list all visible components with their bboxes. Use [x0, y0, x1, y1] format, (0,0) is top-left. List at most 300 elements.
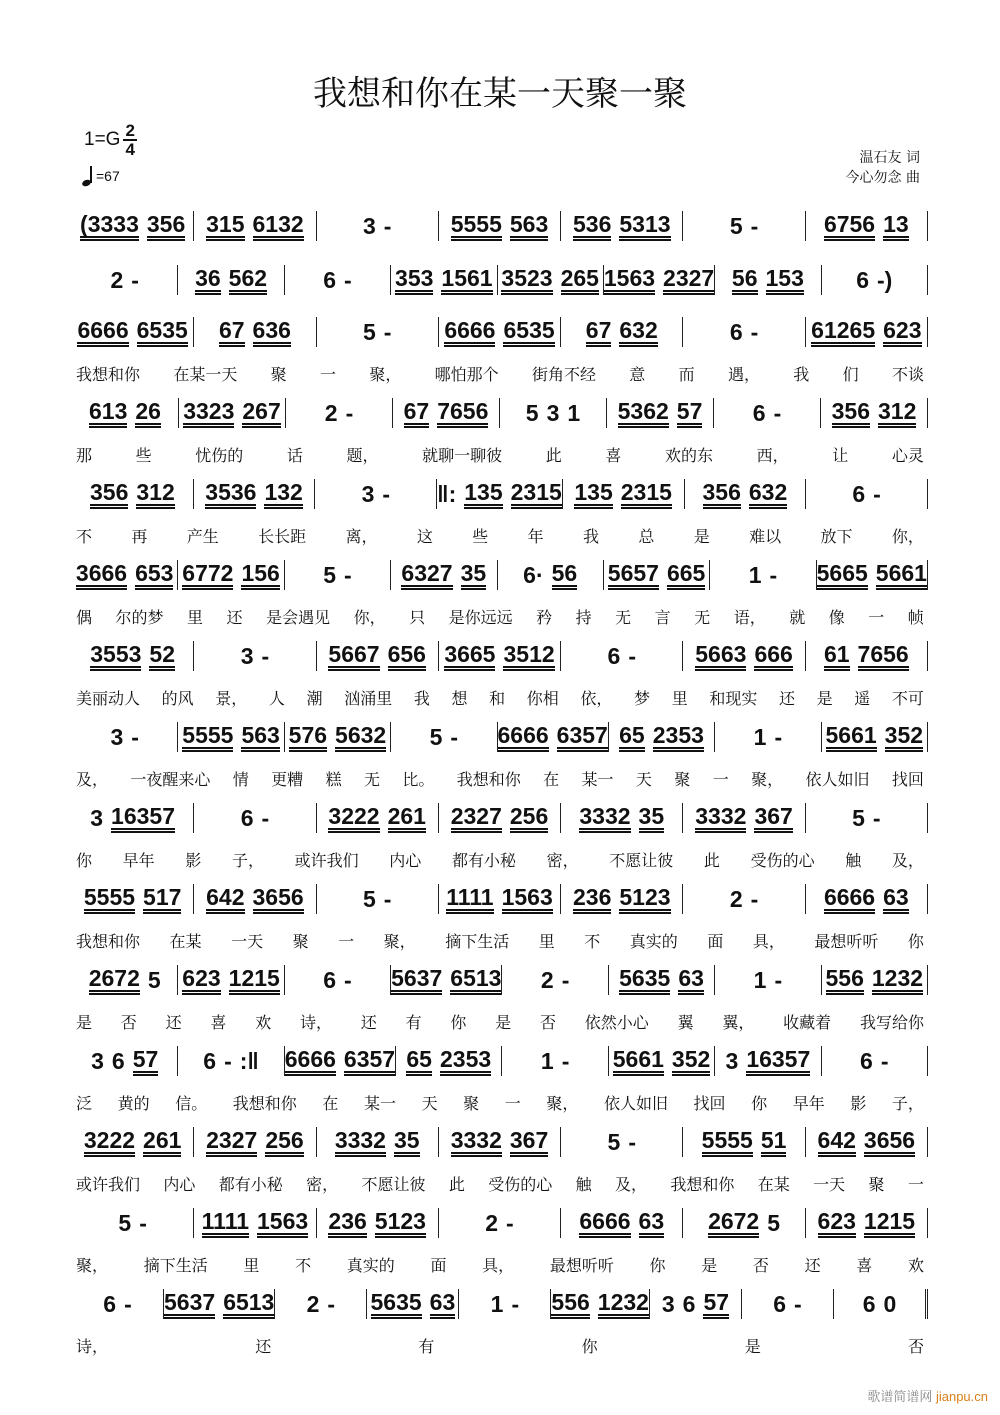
note-group: -): [877, 267, 893, 293]
lyric-syllable: 糕: [325, 770, 342, 789]
note-group: -: [774, 967, 783, 993]
note-group: 135: [464, 480, 502, 509]
lyric-syllable: 影: [850, 1094, 867, 1113]
note-group: 3: [91, 1048, 104, 1074]
measure: [315, 479, 437, 509]
lyric-syllable: 潮: [306, 689, 323, 708]
lyric-syllable: 受伤的心: [488, 1175, 553, 1194]
note-group: 6513: [450, 966, 501, 995]
lyric-syllable: 情: [232, 770, 249, 789]
lyric-syllable: 否: [120, 1013, 137, 1032]
lyric-syllable: 是: [816, 689, 833, 708]
note-group: 2327: [663, 266, 714, 295]
note-group: 563: [510, 212, 548, 241]
measure-row: [72, 960, 928, 1000]
lyrics-line: [72, 362, 928, 382]
note-group: 2315: [511, 480, 562, 509]
measure: [285, 965, 391, 995]
lyric-syllable: 在某一天: [173, 365, 238, 384]
note-group: -: [261, 643, 270, 669]
score-system: [72, 393, 928, 474]
note-group: -: [131, 267, 139, 293]
note-group: -: [383, 213, 392, 239]
note-group: 367: [754, 804, 792, 833]
lyric-syllable: 而: [678, 365, 695, 384]
lyric-syllable: 不: [295, 1256, 312, 1275]
lyrics-line: [72, 1253, 928, 1273]
note-group: 666: [754, 642, 792, 671]
lyric-syllable: 美丽动人: [76, 689, 141, 708]
note-group: 642: [818, 1128, 856, 1157]
score-system: [72, 798, 928, 879]
measure: [275, 1289, 367, 1319]
lyric-syllable: 不愿让彼: [361, 1175, 426, 1194]
note-group: 236: [573, 885, 611, 914]
lyric-syllable: 和现实: [709, 689, 758, 708]
note-group: 3332: [579, 804, 630, 833]
note-group: 36: [195, 266, 221, 295]
lyric-syllable: 一: [338, 932, 355, 951]
note-group: 6535: [503, 318, 554, 347]
note-group: 6772: [182, 561, 233, 590]
note-group: -: [774, 724, 783, 750]
lyric-syllable: 我想和你: [76, 932, 141, 951]
note-group: 312: [136, 480, 174, 509]
key-label: 1=G: [84, 129, 121, 150]
note-group: 7656: [437, 399, 488, 428]
note-group: 57: [703, 1290, 729, 1319]
watermark-url: jianpu.cn: [935, 1389, 988, 1404]
measure: [806, 1127, 928, 1157]
lyric-syllable: 喜: [210, 1013, 227, 1032]
note-group: 1563: [502, 885, 553, 914]
note-group: 6: [860, 1048, 873, 1074]
note-group: 132: [264, 480, 302, 509]
lyric-syllable: 聚，: [76, 1256, 109, 1275]
note-group: -: [750, 319, 759, 345]
measure: [500, 398, 607, 428]
lyric-syllable: 此: [703, 851, 720, 870]
note-group: 6: [240, 805, 254, 831]
lyric-syllable: 比。: [402, 770, 435, 789]
measure: [609, 965, 715, 995]
measure: [609, 722, 715, 752]
note-group: 5632: [335, 723, 386, 752]
note-group: (3333: [80, 212, 139, 241]
note-group: 6·: [523, 562, 544, 588]
measure-row: [72, 555, 928, 595]
measure: [683, 884, 805, 914]
lyric-syllable: 像: [828, 608, 845, 627]
note-group: 65: [619, 723, 645, 752]
lyric-syllable: 还: [226, 608, 243, 627]
measure: [439, 803, 561, 833]
note-group: 35: [461, 561, 487, 590]
lyric-syllable: 你: [450, 1013, 467, 1032]
measure: [285, 560, 391, 590]
lyric-syllable: 矜: [536, 608, 553, 627]
note-group: -: [224, 1048, 232, 1074]
note-group: 256: [510, 804, 548, 833]
measure: [194, 317, 316, 347]
note-group: 2: [485, 1210, 499, 1236]
note-group: 6666: [285, 1047, 336, 1076]
note-group: 5635: [619, 966, 670, 995]
note-group: 1: [567, 400, 581, 426]
lyric-syllable: 西，: [756, 446, 789, 465]
lyric-syllable: 依然小心: [584, 1013, 649, 1032]
note-group: 6756: [824, 212, 875, 241]
note-group: 3332: [695, 804, 746, 833]
score-system: [72, 474, 928, 555]
measure: [194, 1208, 316, 1238]
lyric-syllable: 在某: [757, 1175, 790, 1194]
note-group: 57: [133, 1047, 159, 1076]
lyric-syllable: 聚: [463, 1094, 480, 1113]
measure: [439, 211, 561, 241]
lyric-syllable: 我想和你: [670, 1175, 735, 1194]
lyric-syllable: 我: [583, 527, 600, 546]
note-group: -: [383, 319, 392, 345]
note-group: 2327: [206, 1128, 257, 1157]
note-group: -: [261, 805, 270, 831]
lyric-syllable: 密，: [306, 1175, 339, 1194]
note-group: 13: [883, 212, 909, 241]
note-group: 6666: [824, 885, 875, 914]
lyric-syllable: 们: [842, 365, 859, 384]
lyric-syllable: 聚，: [369, 365, 402, 384]
lyric-syllable: 话: [286, 446, 303, 465]
lyric-syllable: 题，: [346, 446, 379, 465]
lyric-syllable: 我想和你: [76, 365, 141, 384]
measure: [72, 265, 178, 295]
note-group: 5667: [328, 642, 379, 671]
note-group: -: [131, 724, 139, 750]
note-group: 5555: [702, 1128, 753, 1157]
lyric-syllable: 里: [243, 1256, 260, 1275]
note-group: 3222: [84, 1128, 135, 1157]
lyric-syllable: 受伤的心: [750, 851, 815, 870]
note-group: 3656: [253, 885, 304, 914]
note-group: -: [344, 562, 352, 588]
note-group: 5: [607, 1129, 621, 1155]
measure: [714, 398, 821, 428]
score-system: [72, 636, 928, 717]
note-group: 613: [89, 399, 127, 428]
lyrics-line: [72, 443, 928, 463]
note-group: -: [873, 481, 881, 507]
measure: [194, 1127, 316, 1157]
lyric-syllable: 无: [615, 608, 632, 627]
note-group: 665: [667, 561, 705, 590]
lyric-syllable: 我: [793, 365, 810, 384]
note-group: 63: [430, 1290, 456, 1319]
lyric-syllable: 无: [694, 608, 711, 627]
note-group: 3323: [183, 399, 234, 428]
lyric-syllable: 触: [575, 1175, 592, 1194]
note-group: 6535: [137, 318, 188, 347]
lyric-syllable: 汹涌里: [344, 689, 393, 708]
note-group: 3: [661, 1291, 675, 1317]
lyric-syllable: 依人如旧: [603, 1094, 668, 1113]
lyric-syllable: 遇，: [727, 365, 760, 384]
note-group: 6666: [444, 318, 495, 347]
note-group: 3665: [444, 642, 495, 671]
note-group: 1561: [441, 266, 492, 295]
note-group: -: [872, 805, 881, 831]
measure: [806, 479, 928, 509]
measure: [806, 641, 928, 671]
note-group: 517: [143, 885, 181, 914]
note-group: -: [561, 967, 570, 993]
note-group: 1563: [604, 266, 655, 295]
note-group: -: [561, 1048, 570, 1074]
note-group: 5313: [619, 212, 670, 241]
lyrics-line: [72, 524, 928, 544]
measure: [561, 1208, 683, 1238]
measure: [437, 479, 563, 509]
lyric-syllable: 翼，: [722, 1013, 755, 1032]
note-group: -: [450, 724, 459, 750]
note-group: 63: [639, 1209, 665, 1238]
lyric-syllable: 或许我们: [294, 851, 359, 870]
measure-row: [72, 1122, 928, 1162]
note-group: 315: [206, 212, 244, 241]
measure: [806, 884, 928, 914]
tempo-marking: [82, 166, 120, 186]
note-group: -: [344, 967, 352, 993]
lyric-syllable: 此: [448, 1175, 465, 1194]
note-group: 56: [732, 266, 758, 295]
note-group: 2672: [708, 1209, 759, 1238]
lyric-syllable: 我写给你: [859, 1013, 924, 1032]
lyric-syllable: 聚，: [383, 932, 416, 951]
lyric-syllable: 具，: [482, 1256, 515, 1275]
measure: [439, 1208, 561, 1238]
note-group: 6513: [223, 1290, 274, 1319]
note-group: 6: [111, 1048, 125, 1074]
note-group: 256: [265, 1128, 303, 1157]
note-group: 5637: [164, 1290, 215, 1319]
lyric-syllable: 尔的梦: [115, 608, 164, 627]
lyric-syllable: 某一: [363, 1094, 396, 1113]
note-group: -: [345, 400, 354, 426]
note-group: 3: [362, 213, 376, 239]
note-group: 356: [703, 480, 741, 509]
note-group: 63: [678, 966, 704, 995]
note-group: 6: [203, 1048, 217, 1074]
lyric-syllable: 摘下生活: [143, 1256, 208, 1275]
note-group: 57: [677, 399, 703, 428]
lyric-syllable: 不: [584, 932, 601, 951]
note-group: 3656: [864, 1128, 915, 1157]
measure: [72, 1208, 194, 1238]
note-group: 5661: [613, 1047, 664, 1076]
measure: [317, 884, 439, 914]
note-group: 5362: [618, 399, 669, 428]
lyric-syllable: 放下: [820, 527, 853, 546]
note-group: -: [382, 481, 391, 507]
lyric-syllable: 依，: [580, 689, 613, 708]
measure: [834, 1289, 928, 1319]
measure: [683, 641, 805, 671]
measure: [194, 641, 316, 671]
note-group: 61265: [811, 318, 875, 347]
note-group: -: [750, 213, 759, 239]
note-group: -: [139, 1210, 147, 1236]
lyric-syllable: 不可: [891, 689, 924, 708]
note-group: 3536: [205, 480, 256, 509]
lyric-syllable: 不愿让彼: [609, 851, 674, 870]
note-group: 3222: [328, 804, 379, 833]
lyric-syllable: 在: [543, 770, 560, 789]
lyric-syllable: 还: [778, 689, 795, 708]
key-signature: [84, 122, 137, 158]
lyric-syllable: 在: [322, 1094, 339, 1113]
lyric-syllable: 年: [527, 527, 544, 546]
note-group: -: [628, 643, 636, 669]
note-group: 1215: [229, 966, 280, 995]
lyric-syllable: 我想和你: [232, 1094, 297, 1113]
measure: [391, 965, 502, 995]
score-system: [72, 717, 928, 798]
lyric-syllable: 诗，: [76, 1337, 109, 1356]
measure: [164, 1289, 275, 1319]
note-group: 2: [540, 967, 554, 993]
lyric-syllable: 那: [76, 446, 93, 465]
lyric-syllable: 一天: [231, 932, 264, 951]
lyric-syllable: 持: [575, 608, 592, 627]
note-group: 1111: [202, 1209, 249, 1238]
lyric-syllable: 你: [76, 851, 93, 870]
score-system: [72, 879, 928, 960]
note-group: 6666: [498, 723, 549, 752]
note-group: 6132: [253, 212, 304, 241]
lyric-syllable: 梦: [634, 689, 651, 708]
measure-row: [72, 206, 928, 246]
measure: [498, 722, 609, 752]
note-group: 556: [551, 1290, 589, 1319]
lyrics-line: [72, 686, 928, 706]
note-group: 1: [540, 1048, 554, 1074]
measure: [439, 1127, 561, 1157]
lyric-syllable: 及，: [615, 1175, 648, 1194]
lyric-syllable: 你: [907, 932, 924, 951]
note-group: 3: [90, 805, 104, 831]
lyric-syllable: 这: [416, 527, 433, 546]
lyric-syllable: 或许我们: [76, 1175, 141, 1194]
note-group: 5: [525, 400, 539, 426]
lyric-syllable: 最想听听: [814, 932, 879, 951]
measure: [72, 722, 178, 752]
lyrics-line: [72, 605, 928, 625]
lyric-syllable: 内心: [163, 1175, 196, 1194]
note-group: 6: [856, 267, 870, 293]
note-group: 6: [729, 319, 743, 345]
note-group: 536: [573, 212, 611, 241]
note-group: 2: [729, 886, 743, 912]
note-group: 562: [229, 266, 267, 295]
lyric-syllable: 想: [451, 689, 468, 708]
note-group: 3: [725, 1048, 739, 1074]
note-group: -: [124, 1291, 132, 1317]
note-group: 6: [752, 400, 766, 426]
measure: [683, 1208, 805, 1238]
note-group: 6357: [344, 1047, 395, 1076]
lyric-syllable: 密，: [546, 851, 579, 870]
lyric-syllable: 一: [319, 365, 336, 384]
measure-row: [72, 1284, 928, 1324]
lyric-syllable: 语，: [733, 608, 766, 627]
lyric-syllable: 帧: [907, 608, 924, 627]
lyric-syllable: 我想和你: [456, 770, 521, 789]
lyric-syllable: 天: [635, 770, 652, 789]
measure: [72, 560, 178, 590]
measure: [715, 1046, 821, 1076]
measure: [178, 722, 284, 752]
lyric-syllable: 心灵: [891, 446, 924, 465]
measure: [72, 317, 194, 347]
lyric-syllable: 诗，: [299, 1013, 332, 1032]
lyric-syllable: 是: [76, 1013, 93, 1032]
lyric-syllable: 街角不经: [531, 365, 596, 384]
lyric-syllable: 人: [268, 689, 285, 708]
measure: [459, 1289, 551, 1319]
lyric-syllable: 一: [868, 608, 885, 627]
lyric-syllable: 是会遇见: [266, 608, 331, 627]
note-group: 35: [639, 804, 665, 833]
lyric-syllable: 就: [789, 608, 806, 627]
lyric-syllable: 意: [629, 365, 646, 384]
lyric-syllable: 内心: [389, 851, 422, 870]
lyric-syllable: 此: [545, 446, 562, 465]
watermark-cn: 歌谱简谱网: [867, 1389, 933, 1404]
note-group: 556: [826, 966, 864, 995]
measure: [685, 479, 807, 509]
measure: [806, 1208, 928, 1238]
note-group: 3: [361, 481, 375, 507]
lyrics-line: [72, 767, 928, 787]
note-group: 1: [748, 562, 762, 588]
score-system: [72, 312, 928, 393]
score-system: [72, 1203, 928, 1284]
note-group: 153: [766, 266, 804, 295]
lyric-syllable: 喜: [605, 446, 622, 465]
measure: [391, 560, 497, 590]
measure: [194, 479, 316, 509]
measure: [604, 560, 710, 590]
note-group: 623: [818, 1209, 856, 1238]
note-group: 6: [682, 1291, 696, 1317]
note-group: 6: [773, 1291, 787, 1317]
lyric-syllable: 些: [135, 446, 152, 465]
lyric-syllable: 都有小秘: [218, 1175, 283, 1194]
note-group: 656: [388, 642, 426, 671]
lyric-syllable: 不谈: [891, 365, 924, 384]
note-group: 6: [862, 1291, 876, 1317]
lyric-syllable: 一: [712, 770, 729, 789]
measure: [604, 265, 715, 295]
note-group: 1: [753, 967, 767, 993]
note-group: 3553: [90, 642, 141, 671]
measure-row: [72, 393, 928, 433]
note-group: 5: [767, 1210, 781, 1236]
lyric-syllable: 否: [907, 1337, 924, 1356]
note-group: 5: [147, 967, 161, 993]
lyric-syllable: 不: [76, 527, 93, 546]
score-system: [72, 960, 928, 1041]
lyricist: 温石友 词: [859, 150, 920, 166]
